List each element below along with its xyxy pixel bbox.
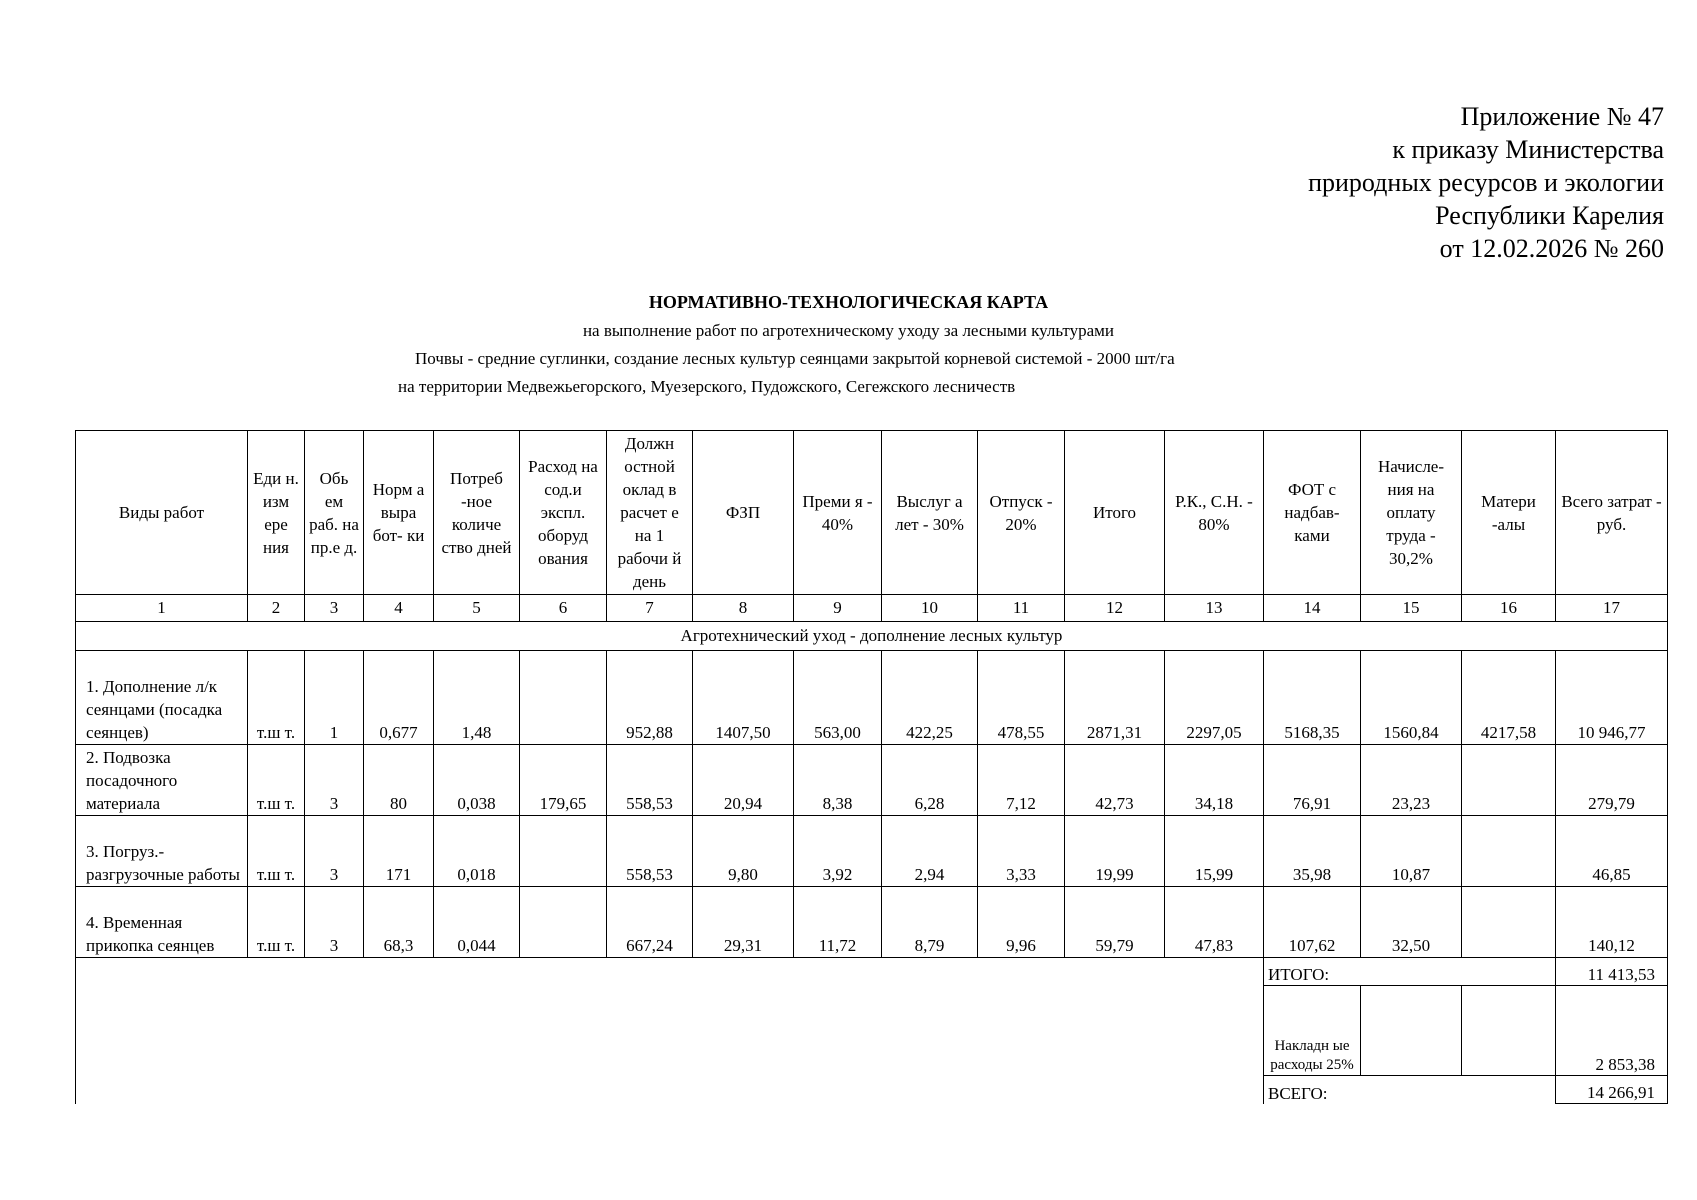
itogo-row bbox=[76, 958, 1668, 986]
table-cell: 10,87 bbox=[1361, 816, 1462, 887]
header-row bbox=[76, 431, 1668, 595]
column-header: Обь ем раб. на пр.е д. bbox=[305, 431, 364, 595]
header-line: Республики Карелия bbox=[1435, 201, 1664, 230]
table-cell bbox=[520, 816, 607, 887]
table-cell: 8,79 bbox=[882, 887, 978, 958]
table-cell: 3 bbox=[305, 745, 364, 816]
table-cell: 9,96 bbox=[978, 887, 1065, 958]
itogo-value: 11 413,53 bbox=[1556, 958, 1668, 986]
column-number: 1 bbox=[76, 595, 248, 622]
table-cell: 5168,35 bbox=[1264, 651, 1361, 745]
table-cell: 952,88 bbox=[607, 651, 693, 745]
table-cell: 3 bbox=[305, 816, 364, 887]
column-number: 5 bbox=[434, 595, 520, 622]
table-cell: 478,55 bbox=[978, 651, 1065, 745]
column-number: 6 bbox=[520, 595, 607, 622]
column-header: Выслуг а лет - 30% bbox=[882, 431, 978, 595]
column-header: Р.К., С.Н. - 80% bbox=[1165, 431, 1264, 595]
column-header: Должн остной оклад в расчет е на 1 рабочи й день bbox=[607, 431, 693, 595]
column-header: Расход на сод.и экспл. оборуд ования bbox=[520, 431, 607, 595]
table-cell: 20,94 bbox=[693, 745, 794, 816]
table-cell bbox=[1462, 745, 1556, 816]
table-cell: 29,31 bbox=[693, 887, 794, 958]
table-cell: 1,48 bbox=[434, 651, 520, 745]
table-cell: 8,38 bbox=[794, 745, 882, 816]
table-cell bbox=[520, 651, 607, 745]
table-cell: 42,73 bbox=[1065, 745, 1165, 816]
column-number: 17 bbox=[1556, 595, 1668, 622]
column-number: 10 bbox=[882, 595, 978, 622]
table-cell: 11,72 bbox=[794, 887, 882, 958]
empty-area bbox=[76, 958, 1264, 1104]
column-header: Начисле- ния на оплату труда - 30,2% bbox=[1361, 431, 1462, 595]
table-cell: 563,00 bbox=[794, 651, 882, 745]
table-cell: 1560,84 bbox=[1361, 651, 1462, 745]
table-cell: 667,24 bbox=[607, 887, 693, 958]
table-row bbox=[76, 651, 1668, 745]
header-line: природных ресурсов и экологии bbox=[1308, 168, 1664, 197]
table-cell: 19,99 bbox=[1065, 816, 1165, 887]
column-header: ФЗП bbox=[693, 431, 794, 595]
table-cell: 3,33 bbox=[978, 816, 1065, 887]
column-number: 16 bbox=[1462, 595, 1556, 622]
column-header: Итого bbox=[1065, 431, 1165, 595]
column-header: Преми я - 40% bbox=[794, 431, 882, 595]
table-cell: 2871,31 bbox=[1065, 651, 1165, 745]
table-cell: 80 bbox=[364, 745, 434, 816]
table-cell: т.ш т. bbox=[248, 651, 305, 745]
column-number: 12 bbox=[1065, 595, 1165, 622]
column-number: 14 bbox=[1264, 595, 1361, 622]
table-cell: 34,18 bbox=[1165, 745, 1264, 816]
overhead-label: Накладн ые расходы 25% bbox=[1264, 986, 1361, 1076]
column-number: 4 bbox=[364, 595, 434, 622]
header-line: от 12.02.2026 № 260 bbox=[1439, 234, 1664, 263]
table-cell: 0,677 bbox=[364, 651, 434, 745]
column-number-row bbox=[76, 595, 1668, 622]
table-cell: 558,53 bbox=[607, 816, 693, 887]
table-cell: 2. Подвозка посадочного материала bbox=[76, 745, 248, 816]
column-header: Виды работ bbox=[76, 431, 248, 595]
table-cell: 47,83 bbox=[1165, 887, 1264, 958]
table-cell bbox=[1462, 986, 1556, 1076]
header-line: к приказу Министерства bbox=[1392, 135, 1664, 164]
column-header: Еди н. изм ере ния bbox=[248, 431, 305, 595]
document-header bbox=[1308, 100, 1664, 265]
table-cell: 1. Дополнение л/к сеянцами (посадка сеянцев) bbox=[76, 651, 248, 745]
subtitle: на территории Медвежьегорского, Муезерского, Пудожского, Сегежского лесничеств bbox=[398, 377, 1016, 396]
table-cell: 1 bbox=[305, 651, 364, 745]
table-cell: 1407,50 bbox=[693, 651, 794, 745]
table-cell bbox=[1361, 986, 1462, 1076]
table-cell: 2,94 bbox=[882, 816, 978, 887]
table-cell: 422,25 bbox=[882, 651, 978, 745]
table-cell: 3 bbox=[305, 887, 364, 958]
overhead-value: 2 853,38 bbox=[1556, 986, 1668, 1076]
table-cell: 558,53 bbox=[607, 745, 693, 816]
table-cell bbox=[1462, 887, 1556, 958]
column-header: Отпуск - 20% bbox=[978, 431, 1065, 595]
column-header: ФОТ с надбав- ками bbox=[1264, 431, 1361, 595]
column-number: 8 bbox=[693, 595, 794, 622]
table-cell: 140,12 bbox=[1556, 887, 1668, 958]
table-cell: 0,018 bbox=[434, 816, 520, 887]
table-cell: 35,98 bbox=[1264, 816, 1361, 887]
column-number: 11 bbox=[978, 595, 1065, 622]
column-number: 2 bbox=[248, 595, 305, 622]
section-row bbox=[76, 622, 1668, 651]
table-cell: 15,99 bbox=[1165, 816, 1264, 887]
table-cell bbox=[520, 887, 607, 958]
column-number: 3 bbox=[305, 595, 364, 622]
table-cell: 9,80 bbox=[693, 816, 794, 887]
column-header: Матери -алы bbox=[1462, 431, 1556, 595]
table-cell: 46,85 bbox=[1556, 816, 1668, 887]
table-cell bbox=[1462, 816, 1556, 887]
table-cell: 2297,05 bbox=[1165, 651, 1264, 745]
table-row bbox=[76, 745, 1668, 816]
table-cell: 171 bbox=[364, 816, 434, 887]
subtitle: Почвы - средние суглинки, создание лесных культур сеянцами закрытой корневой системой - 2000 шт/га bbox=[415, 349, 1175, 368]
header-line: Приложение № 47 bbox=[1460, 102, 1664, 131]
table-cell: т.ш т. bbox=[248, 887, 305, 958]
table-cell: 0,044 bbox=[434, 887, 520, 958]
document-title: НОРМАТИВНО-ТЕХНОЛОГИЧЕСКАЯ КАРТА bbox=[648, 292, 1049, 312]
vsego-label: ВСЕГО: bbox=[1264, 1076, 1556, 1104]
table-cell: 4. Временная прикопка сеянцев bbox=[76, 887, 248, 958]
column-header: Потреб -ное количе ство дней bbox=[434, 431, 520, 595]
table-cell: 6,28 bbox=[882, 745, 978, 816]
subtitle: на выполнение работ по агротехническому уходу за лесными культурами bbox=[582, 321, 1115, 340]
column-number: 7 bbox=[607, 595, 693, 622]
table-cell: 279,79 bbox=[1556, 745, 1668, 816]
table-cell: 179,65 bbox=[520, 745, 607, 816]
cost-table bbox=[75, 430, 1668, 1104]
table-row bbox=[76, 816, 1668, 887]
table-cell: 4217,58 bbox=[1462, 651, 1556, 745]
table-cell: 3,92 bbox=[794, 816, 882, 887]
table-cell: т.ш т. bbox=[248, 816, 305, 887]
table-cell: 76,91 bbox=[1264, 745, 1361, 816]
column-number: 13 bbox=[1165, 595, 1264, 622]
table-row bbox=[76, 887, 1668, 958]
column-header: Всего затрат - руб. bbox=[1556, 431, 1668, 595]
table-cell: 3. Погруз.-разгрузочные работы bbox=[76, 816, 248, 887]
column-header: Норм а выра бот- ки bbox=[364, 431, 434, 595]
section-title: Агротехнический уход - дополнение лесных культур bbox=[76, 622, 1668, 651]
table-cell: 107,62 bbox=[1264, 887, 1361, 958]
column-number: 9 bbox=[794, 595, 882, 622]
table-cell: 10 946,77 bbox=[1556, 651, 1668, 745]
vsego-value: 14 266,91 bbox=[1556, 1076, 1668, 1104]
table-cell: 68,3 bbox=[364, 887, 434, 958]
table-cell: 23,23 bbox=[1361, 745, 1462, 816]
table-cell: 59,79 bbox=[1065, 887, 1165, 958]
table-cell: т.ш т. bbox=[248, 745, 305, 816]
table-cell: 32,50 bbox=[1361, 887, 1462, 958]
itogo-label: ИТОГО: bbox=[1264, 958, 1556, 986]
table-cell: 0,038 bbox=[434, 745, 520, 816]
column-number: 15 bbox=[1361, 595, 1462, 622]
table-cell: 7,12 bbox=[978, 745, 1065, 816]
